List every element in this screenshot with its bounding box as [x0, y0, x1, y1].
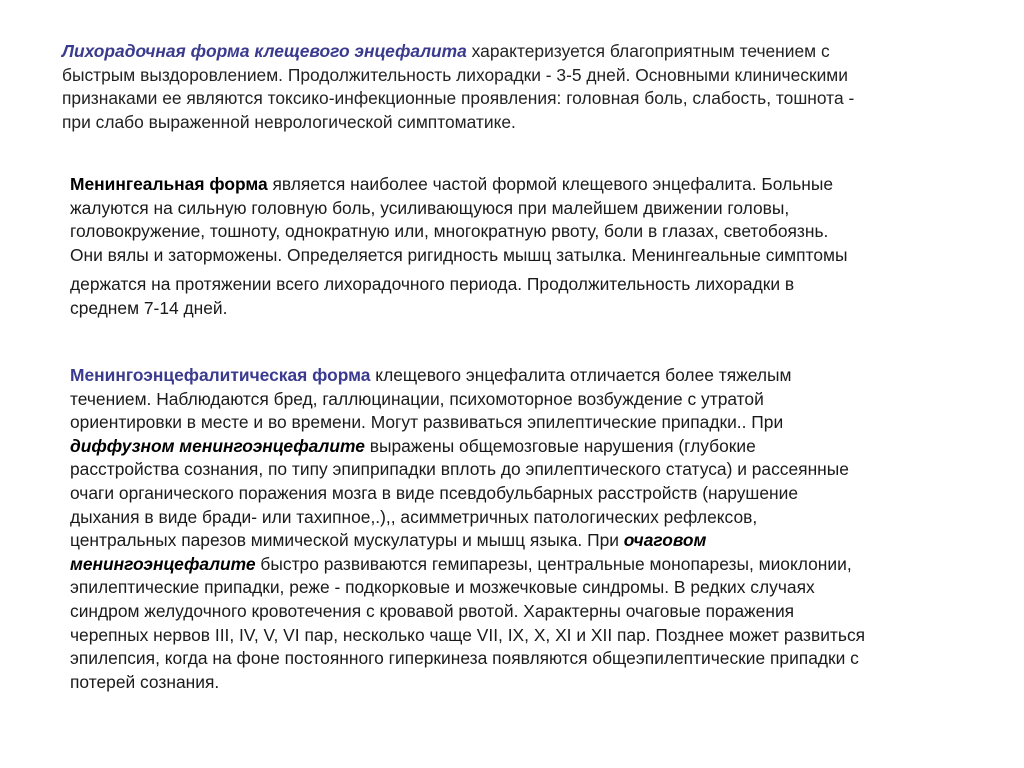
text: центральных парезов мимической мускулатуры и мышц языка. При [70, 530, 624, 551]
line: жалуются на сильную головную боль, усиливающуюся при малейшем движении головы, [70, 197, 790, 218]
term-focal-meningoencephalitis: менингоэнцефалите [70, 553, 256, 574]
line: при слабо выраженной неврологической симптоматике. [62, 111, 516, 132]
line: Они вялы и заторможены. Определяется ригидность мышц затылка. Менингеальные симптомы [70, 244, 848, 265]
paragraph-febrile-form [62, 40, 982, 134]
text: является наиболее частой формой клещевого энцефалита. Больные [267, 174, 834, 194]
term-focal: очаговом [623, 530, 707, 551]
term-meningeal-form: Менингеальная форма [70, 174, 268, 194]
paragraph-meningeal-form [70, 173, 975, 321]
line: течением. Наблюдаются бред, галлюцинации, психомоторное возбуждение с утратой [70, 388, 764, 409]
line [70, 435, 990, 459]
text: клещевого энцефалита отличается более тяжелым [370, 365, 792, 385]
paragraph-meningoencephalitic-form [70, 364, 990, 694]
line [62, 40, 982, 64]
text: быстро развиваются гемипарезы, центральные монопарезы, миоклонии, [255, 553, 852, 574]
term-meningoencephalitic-form: Менингоэнцефалитическая форма [70, 365, 371, 385]
line: расстройства сознания, по типу эпиприпадки вплоть до эпилептического статуса) и рассеянные [70, 459, 849, 480]
line: черепных нервов III, IV, V, VI пар, несколько чаще VII, IX, X, XI и XII пар. Позднее может развиться [70, 624, 866, 645]
line: держатся на протяжении всего лихорадочного периода. Продолжительность лихорадки в [70, 274, 795, 295]
line [70, 529, 990, 553]
line: потерей сознания. [70, 671, 220, 692]
line: эпилепсия, когда на фоне постоянного гиперкинеза появляются общеэпилептические припадки с [70, 648, 859, 669]
line: синдром желудочного кровотечения с кровавой рвотой. Характерны очаговые поражения [70, 600, 795, 621]
term-febrile-form: Лихорадочная форма клещевого энцефалита [62, 41, 467, 61]
line: головокружение, тошноту, однократную или, многократную рвоту, боли в глазах, светобоязнь. [70, 221, 829, 242]
line: очаги органического поражения мозга в виде псевдобульбарных расстройств (нарушение [70, 482, 799, 503]
text: выражены общемозговые нарушения (глубокие [364, 435, 756, 456]
line: быстрым выздоровлением. Продолжительность лихорадки - 3-5 дней. Основными клиническими [62, 64, 848, 85]
term-diffuse: диффузном менингоэнцефалите [70, 435, 365, 456]
line [70, 364, 990, 388]
line: эпилептические припадки, реже - подкорковые и мозжечковые синдромы. В редких случаях [70, 577, 815, 598]
line [70, 553, 990, 577]
line [70, 173, 975, 197]
text: характеризуется благоприятным течением с [466, 41, 830, 61]
line: ориентировки в месте и во времени. Могут развиваться эпилептические припадки.. При [70, 412, 784, 433]
line: признаками ее являются токсико-инфекционные проявления: головная боль, слабость, тошнота - [62, 88, 855, 109]
line: среднем 7-14 дней. [70, 297, 228, 318]
line: дыхания в виде бради- или тахипное,.),, асимметричных патологических рефлексов, [70, 506, 758, 527]
